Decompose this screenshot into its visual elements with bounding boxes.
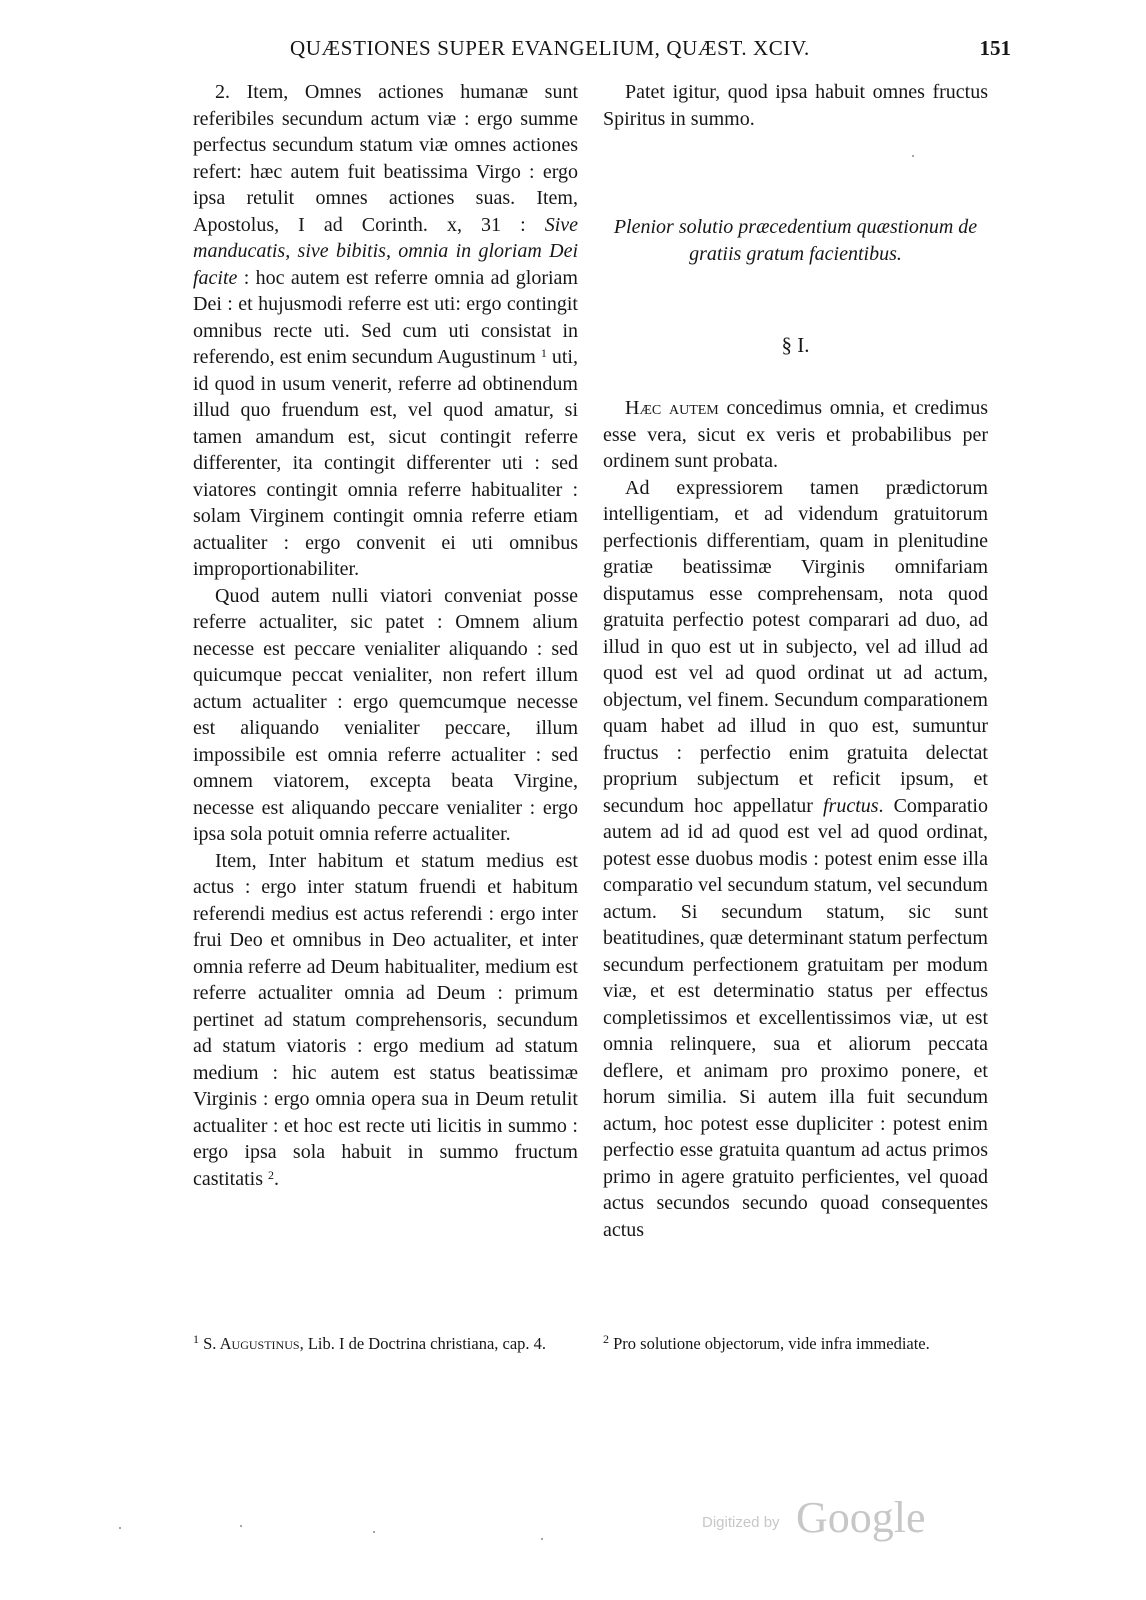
scan-speck [541,1538,543,1540]
italic-term: fructus [822,794,879,817]
right-column [603,79,988,1243]
footnote-right: $^2$ Pro solutione objectorum, vide infra immediate. [603,1332,930,1353]
paragraph: 2. Item, Omnes actiones humanæ sunt referibiles secundum actum viæ : ergo summe perfectus secundum statum viæ omnes actiones refert: hæc autem fuit beatissima Virgo : ergo ipsa retulit omnes actiones suas. Item, Apostolus, I ad Corinth. x, 31 : Sive manducatis, sive bibitis, omnia in gloriam Dei facite : hoc autem est referre omnia ad gloriam Dei : et hujusmodi referre est uti: ergo contingit omnibus recte uti. Sed cum uti consistat in referendo, est enim secundum Augustinum $^1$ uti, id quod in usum venerit, referre ad obtinendum illud quo fruendum est, vel quod amatur, si tamen amandum est, sicut contingit referre differenter, ita contingit differenter uti : sed viatores contingit omnia referre habitualiter : solam Virginem contingit omnia referre etiam actualiter : ergo convenit ei uti omnibus improportionabiliter. [193,81,578,580]
digitization-watermark [702,1492,942,1548]
footnote-left: $^1$ S. Augustinus, Lib. I de Doctrina christiana, cap. 4. [193,1332,547,1353]
watermark-prefix: Digitized by [702,1514,780,1531]
section-heading: Plenior solutio præcedentium quæstionum de gratiis gratum facientibus. [613,216,978,265]
google-logo: Google [796,1493,926,1542]
paragraph: Item, Inter habitum et statum medius est actus : ergo inter statum fruendi et habitum referendi medius est actus referendi : ergo inter frui Deo et omnibus in Deo actualiter, et inter omnia referre ad Deum habitualiter, medium est referre actualiter omnia ad Deum : primum pertinet ad statum comprehensoris, secundum ad statum viatoris : ergo medium ad statum medium : hic autem est status beatissimæ Virginis : ergo omnia opera sua in Deum retulit actualiter : et hoc est recte uti licitis in summo : ergo ipsa sola habuit in summo fructum castitatis $^2$. [193,849,578,1190]
opening-words: Hæc autem [625,397,719,419]
scripture-quote: Sive manducatis, sive bibitis, omnia in gloriam Dei facite [193,213,578,289]
paragraph: Patet igitur, quod ipsa habuit omnes fructus Spiritus in summo. [603,81,988,130]
paragraph: Quod autem nulli viatori conveniat posse referre actualiter, sic patet : Omnem alium necesse est peccare venialiter aliquando : sed quicumque peccat venialiter, non refert illum actum actualiter : ergo quemcumque necesse est aliquando venialiter peccare, illum impossibile est omnia referre actualiter : sed omnem viatorem, excepta beata Virgine, necesse est aliquando peccare venialiter : ergo ipsa sola potuit omnia referre actualiter. [193,584,578,845]
scan-speck [912,155,914,157]
scan-speck [373,1531,375,1533]
scan-speck [240,1525,242,1527]
running-title: QUÆSTIONES SUPER EVANGELIUM, QUÆST. XCIV. [290,36,810,60]
left-column [193,79,578,1192]
paragraph: Hæc autem concedimus omnia, et credimus esse vera, sicut ex veris et probabilibus per ordinem sunt probata. [603,397,988,472]
footnote-ref: 2 [267,1167,274,1182]
page-number: 151 [979,36,1011,60]
section-number: § I. [781,333,810,357]
scan-speck [119,1527,121,1529]
footnote-ref: 1 [540,346,547,360]
paragraph: Ad expressiorem tamen prædictorum intelligentiam, et ad videndum gratuitorum perfectionis differentiam, quam in plenitudine gratiæ beatissimæ Virginis omnifariam disputamus esse comprehensam, nota quod gratuita perfectio potest comparari ad duo, ad illud in quo est ut in subjecto, vel ad illud ad quod est vel ad quod ordinat ut ad actum, objectum, vel finem. Secundum comparationem quam habet ad illud in quo est, sumuntur fructus : perfectio enim gratuita delectat proprium subjectum et reficit ipsum, et secundum hoc appellatur fructus. Comparatio autem ad id ad quod est vel ad quod ordinat, potest esse duobus modis : potest enim esse illa comparatio vel secundum statum, vel secundum actum. Si secundum statum, sic sunt beatitudines, quæ determinant statum perfectum secundum perfectionem gratuitam per modum viæ, et est determinatio status per effectus completissimos et excellentissimos viæ, ut est omnia relinquere, sua et aliorum peccata deflere, et animam pro proximo ponere, et horum similia. Si autem illa fuit secundum actum, hoc potest esse dupliciter : potest enim perfectio esse gratuita quantum ad actus primos primo in agere gratuito perficientes, vel quoad actus secundos secundo quoad consequentes actus [603,476,988,1241]
